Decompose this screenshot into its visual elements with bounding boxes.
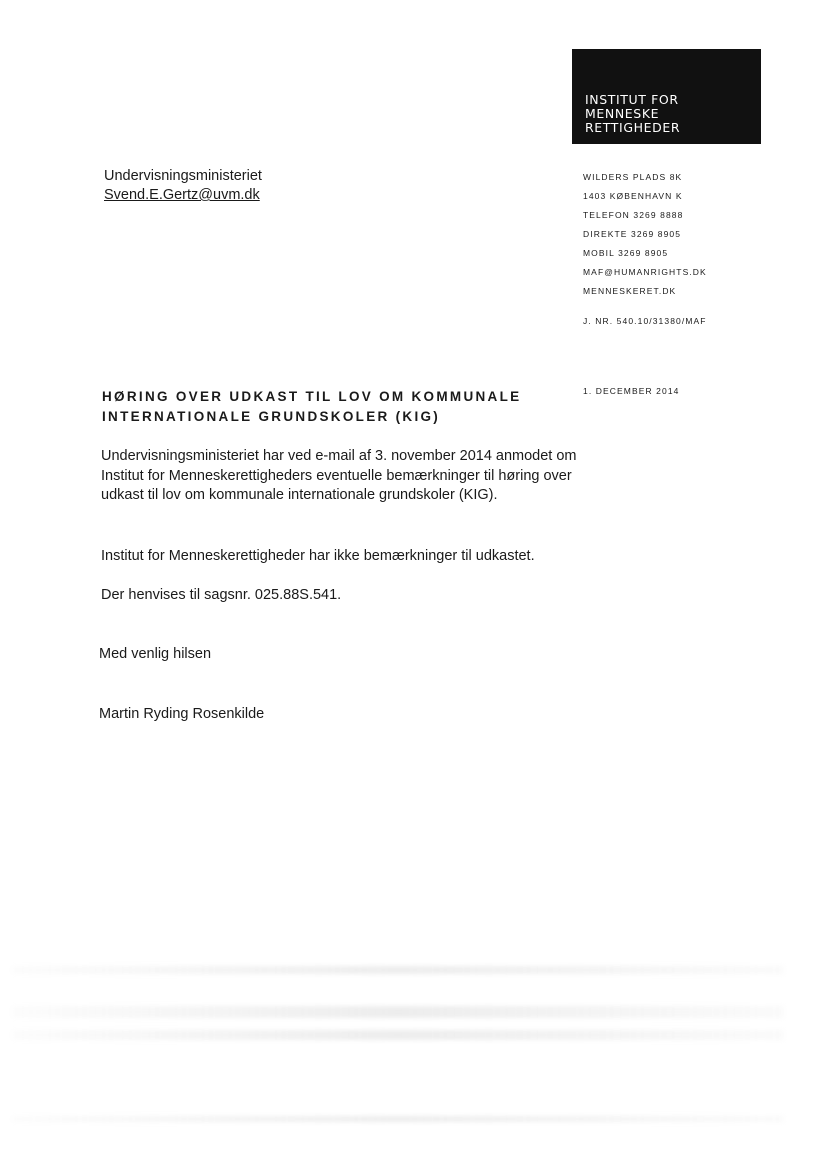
logo-line: MENNESKE [585, 106, 660, 121]
contact-city: 1403 KØBENHAVN K [583, 191, 683, 201]
logo-line: RETTIGHEDER [585, 120, 681, 135]
title-line: INTERNATIONALE GRUNDSKOLER (KIG) [102, 409, 441, 424]
scan-smudge [12, 1116, 784, 1122]
institution-logo [572, 49, 761, 144]
closing-greeting: Med venlig hilsen [99, 646, 212, 662]
contact-email: MAF@HUMANRIGHTS.DK [583, 267, 707, 277]
contact-direct: DIREKTE 3269 8905 [583, 229, 682, 239]
title-line: HØRING OVER UDKAST TIL LOV OM KOMMUNALE [102, 389, 522, 404]
contact-phone: TELEFON 3269 8888 [583, 210, 684, 220]
contact-mobile: MOBIL 3269 8905 [583, 248, 669, 258]
scan-smudge [12, 1030, 784, 1040]
sender-contact-block [583, 168, 707, 301]
recipient-name: Undervisningsministeriet [104, 168, 262, 184]
contact-address: WILDERS PLADS 8K [583, 172, 683, 182]
body-paragraph: Undervisningsministeriet har ved e-mail af 3. november 2014 anmodet om Institut for Menneskerettigheders eventuelle bemærkninger til høring over udkast til lov om kommunale internationale grundskoler (KIG). [101, 448, 577, 503]
contact-website: MENNESKERET.DK [583, 286, 677, 296]
recipient-email-link[interactable]: Svend.E.Gertz@uvm.dk [104, 187, 260, 203]
scan-smudge [12, 966, 784, 974]
letter-title [102, 387, 572, 427]
journal-number: J. NR. 540.10/31380/MAF [583, 316, 707, 326]
logo-line: INSTITUT FOR [585, 92, 679, 107]
scan-smudge [12, 1006, 784, 1018]
body-paragraph: Der henvises til sagsnr. 025.88S.541. [101, 587, 342, 603]
letter-date: 1. DECEMBER 2014 [583, 386, 680, 396]
recipient-block [104, 167, 262, 205]
body-paragraph: Institut for Menneskerettigheder har ikke bemærkninger til udkastet. [101, 548, 535, 564]
signature-name: Martin Ryding Rosenkilde [99, 706, 265, 722]
